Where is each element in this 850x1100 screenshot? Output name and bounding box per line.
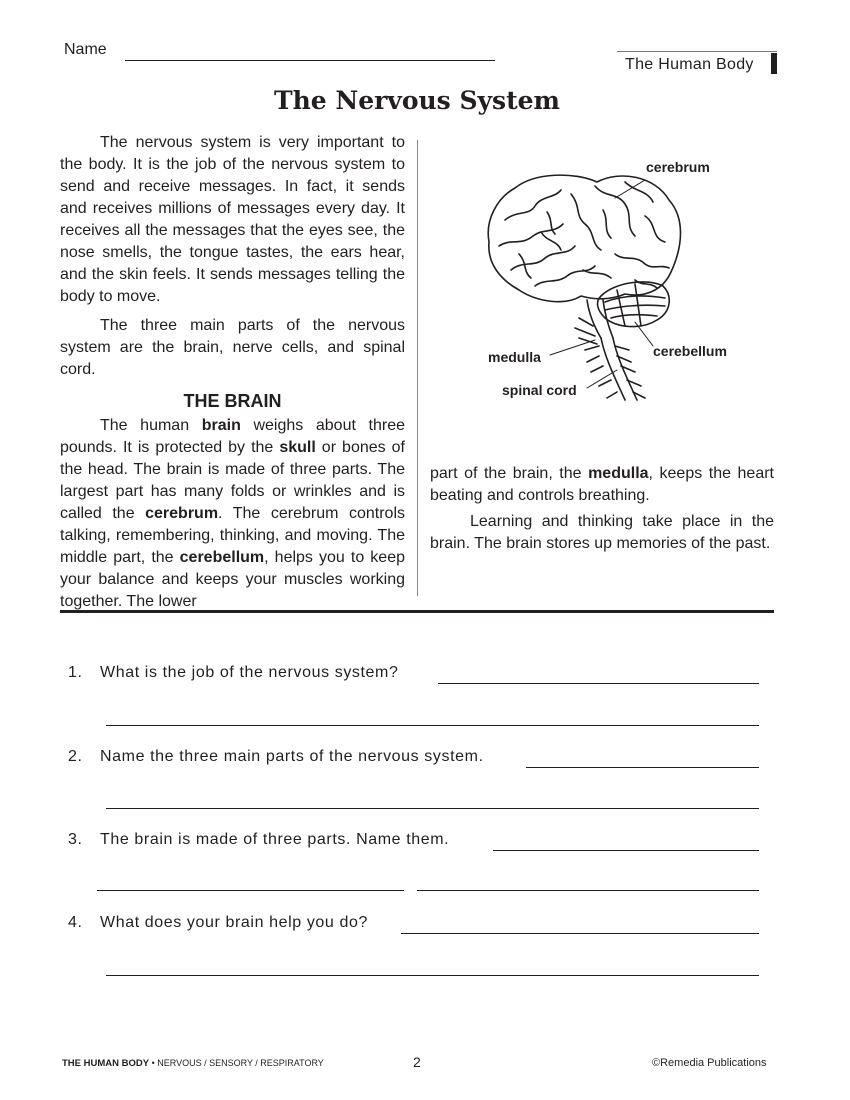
- brain-diagram: [475, 150, 775, 425]
- column-divider: [417, 140, 418, 596]
- answer-line-4b[interactable]: [106, 975, 759, 976]
- answer-line-3c[interactable]: [417, 890, 759, 891]
- answer-line-1b[interactable]: [106, 725, 759, 726]
- answer-line-2b[interactable]: [106, 808, 759, 809]
- medulla-shape: [587, 300, 613, 338]
- question-4: 4. What does your brain help you do?: [68, 914, 368, 931]
- left-column: [60, 132, 405, 613]
- footer-series: THE HUMAN BODY • NERVOUS / SENSORY / RESPIRATORY: [62, 1058, 324, 1069]
- tag-bar: [771, 53, 777, 74]
- section-divider: [60, 610, 774, 613]
- term-brain: brain: [201, 417, 241, 434]
- answer-line-1a[interactable]: [438, 683, 759, 684]
- label-cerebellum: cerebellum: [653, 343, 727, 359]
- answer-line-2a[interactable]: [526, 767, 759, 768]
- page-number: 2: [413, 1054, 421, 1070]
- question-3: 3. The brain is made of three parts. Name them.: [68, 831, 450, 848]
- footer-publisher: ©Remedia Publications: [652, 1057, 767, 1069]
- question-2: 2. Name the three main parts of the nervous system.: [68, 748, 484, 765]
- term-cerebellum: cerebellum: [179, 549, 265, 566]
- parts-paragraph: The three main parts of the nervous system are the brain, nerve cells, and spinal cord.: [60, 317, 405, 378]
- term-medulla: medulla: [588, 465, 649, 482]
- tag-rule: [617, 51, 777, 52]
- question-1: 1. What is the job of the nervous system?: [68, 664, 399, 681]
- term-skull: skull: [279, 439, 316, 456]
- section-tag: The Human Body: [625, 56, 754, 73]
- answer-line-3b[interactable]: [97, 890, 404, 891]
- label-spinal-cord: spinal cord: [502, 382, 577, 398]
- section-heading-brain: THE BRAIN: [183, 391, 282, 411]
- intro-paragraph: The nervous system is very important to the body. It is the job of the nervous system to send and receive messages. In fact, it sends and receives millions of messages every day. It receives all the messages that the eyes see, the nose smells, the tongue tastes, the ears hear, and the skin feels. It sends messages telling the body to move.: [60, 134, 405, 305]
- label-medulla: medulla: [488, 349, 541, 365]
- answer-line-4a[interactable]: [401, 933, 759, 934]
- name-label: Name: [64, 41, 107, 58]
- answer-line-3a[interactable]: [493, 850, 759, 851]
- label-cerebrum: cerebrum: [646, 159, 710, 175]
- term-cerebrum: cerebrum: [145, 505, 219, 522]
- medulla-paragraph: part of the brain, the medulla, keeps the heart beating and controls breathing.: [430, 465, 774, 504]
- brain-paragraph: The human brain weighs about three pounds. It is protected by the skull or bones of the head. The brain is made of three parts. The largest part has many folds or wrinkles and is called the cerebrum. The cerebrum controls talking, remembering, thinking, and moving. The middle part, the cerebellum, helps you to keep your balance and keeps your muscles working together. The lower: [60, 417, 406, 610]
- page-title: The Nervous System: [273, 86, 561, 115]
- right-column: [430, 463, 774, 555]
- name-blank-line[interactable]: [125, 60, 495, 61]
- learning-paragraph: Learning and thinking take place in the brain. The brain stores up memories of the past.: [430, 513, 774, 552]
